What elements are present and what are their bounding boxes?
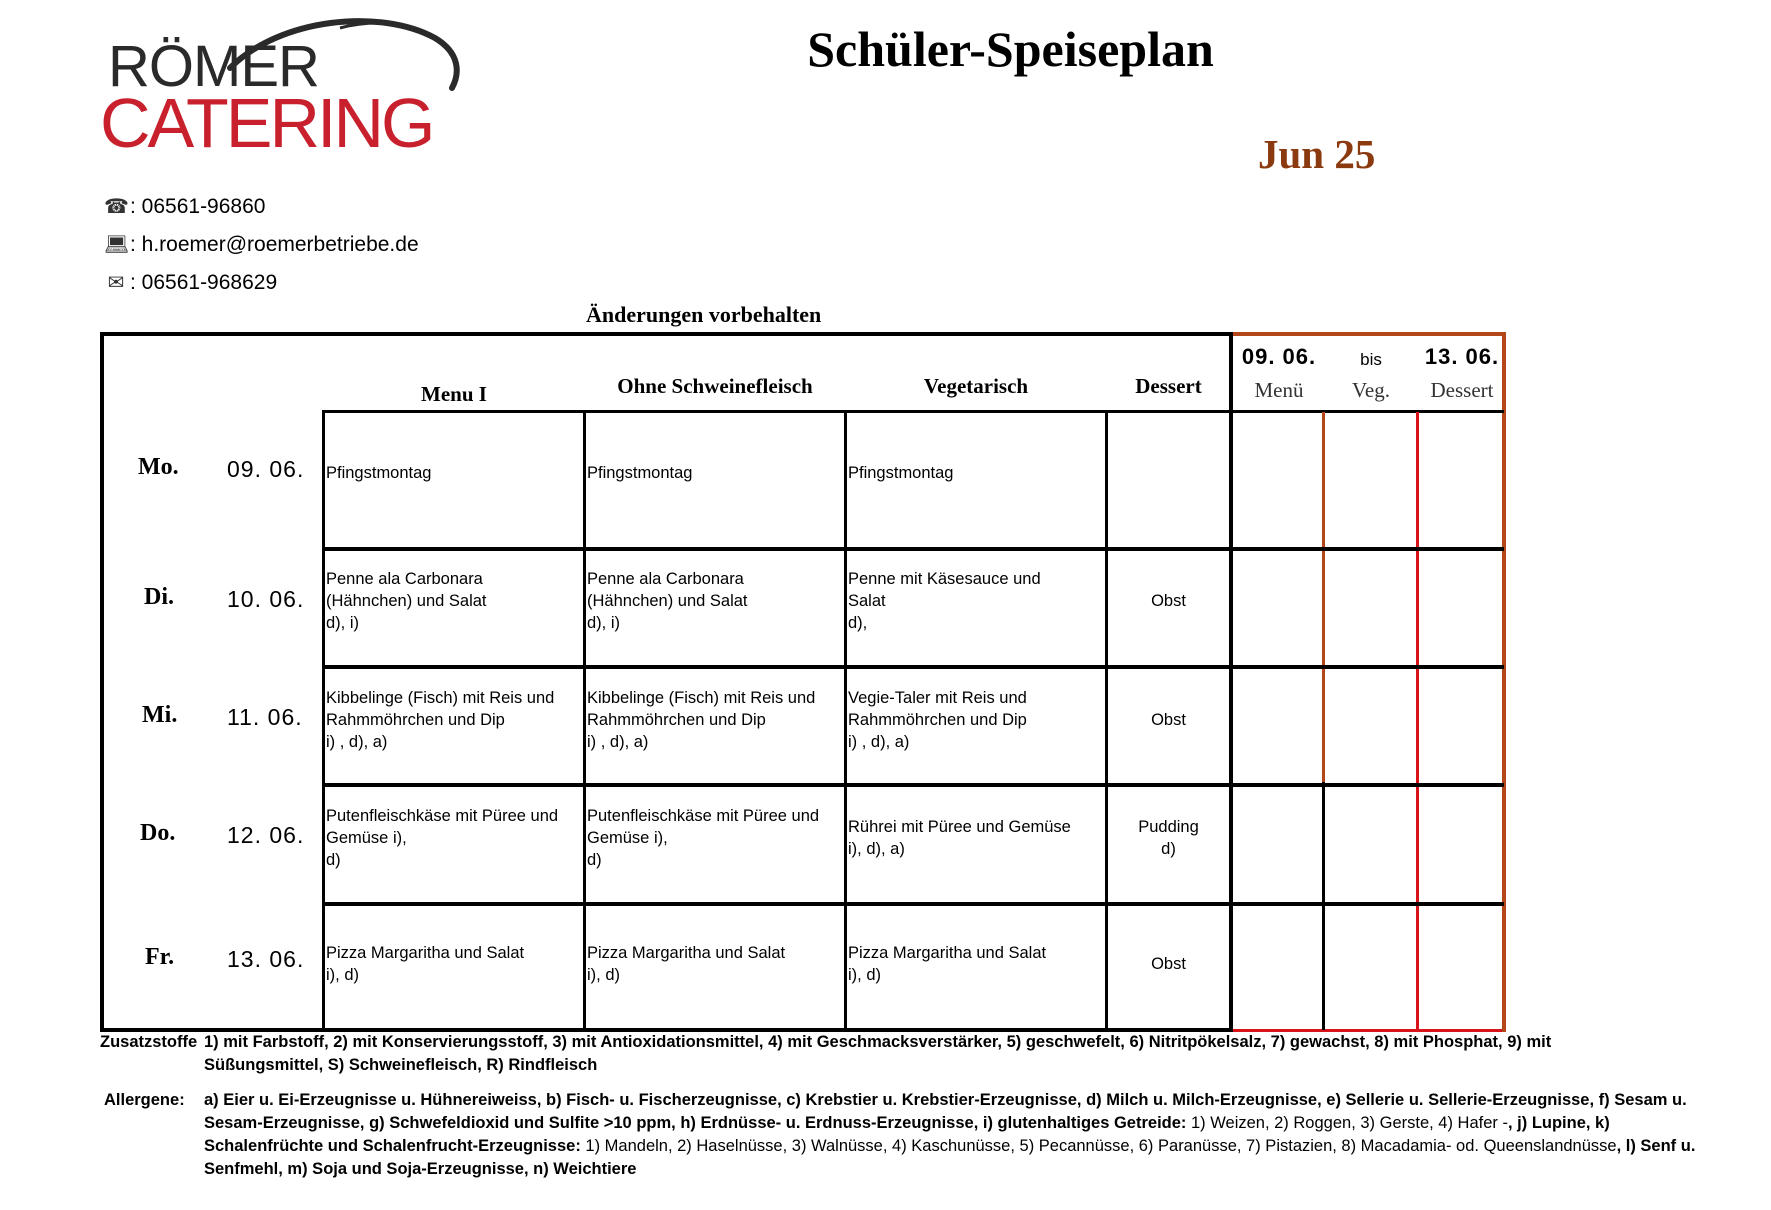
meal-menu1: Pizza Margaritha und Salat i), d) xyxy=(326,944,525,984)
range-to: 13. 06. xyxy=(1424,344,1500,369)
month-label: Jun 25 xyxy=(1258,131,1376,177)
meal-vegetarian: Pizza Margaritha und Salat i), d) xyxy=(848,944,1047,984)
email-address: : h.roemer@roemerbetriebe.de xyxy=(130,232,419,256)
computer-icon: 💻︎ xyxy=(104,234,130,256)
col-header-dessert: Dessert xyxy=(1135,374,1202,398)
meal-menu1: Kibbelinge (Fisch) mit Reis und Rahmmöhrchen und Dip i) , d), a) xyxy=(326,689,555,751)
meal-dessert: Pudding d) xyxy=(1138,818,1199,858)
day-name: Mo. xyxy=(138,454,179,480)
changes-notice: Änderungen vorbehalten xyxy=(586,302,822,327)
day-name: Di. xyxy=(144,584,174,610)
meal-no-pork: Pizza Margaritha und Salat i), d) xyxy=(587,944,786,984)
meal-no-pork: Kibbelinge (Fisch) mit Reis und Rahmmöhrchen und Dip i) , d), a) xyxy=(587,689,816,751)
meal-vegetarian: Vegie-Taler mit Reis und Rahmmöhrchen und Dip i) , d), a) xyxy=(848,689,1027,751)
meal-no-pork: Penne ala Carbonara (Hähnchen) und Salat d), i) xyxy=(587,570,748,632)
meal-dessert: Obst xyxy=(1151,592,1186,610)
day-date: 11. 06. xyxy=(227,704,303,730)
fax-number: : 06561-968629 xyxy=(130,270,278,294)
meal-dessert: Obst xyxy=(1151,955,1186,973)
meal-dessert: Obst xyxy=(1151,711,1186,729)
meal-vegetarian: Penne mit Käsesauce und Salat d), xyxy=(848,570,1041,632)
meal-menu1: Pfingstmontag xyxy=(326,464,432,482)
range-from: 09. 06. xyxy=(1241,344,1317,369)
allergens-label: Allergene: xyxy=(104,1091,185,1109)
day-date: 13. 06. xyxy=(227,946,305,972)
meal-menu1: Penne ala Carbonara (Hähnchen) und Salat d), i) xyxy=(326,570,487,632)
contact-email xyxy=(104,232,419,257)
contact-phone xyxy=(104,194,265,219)
logo-text-romer: RÖMER xyxy=(108,34,319,99)
col-header-vegetarian: Vegetarisch xyxy=(923,374,1029,398)
order-col-veg: Veg. xyxy=(1352,378,1390,402)
envelope-icon: ✉ xyxy=(107,272,125,294)
additives-label: Zusatzstoffe xyxy=(100,1033,198,1051)
page-title: Schüler-Speiseplan xyxy=(807,21,1214,77)
logo-text-catering: CATERING xyxy=(100,84,433,162)
order-col-menu: Menü xyxy=(1254,378,1304,402)
contact-fax xyxy=(104,270,277,295)
day-date: 09. 06. xyxy=(227,456,305,482)
day-name: Do. xyxy=(140,820,176,846)
phone-number: : 06561-96860 xyxy=(130,194,266,218)
meal-no-pork: Putenfleischkäse mit Püree und Gemüse i), d) xyxy=(587,807,820,869)
allergens-text: a) Eier u. Ei-Erzeugnisse u. Hühnereiweiss, b) Fisch- u. Fischerzeugnisse, c) Krebstier u. Krebstier-Erzeugnisse, d) Milch u. Milch-Erzeugnisse, e) Sellerie u. Sellerie-Erzeugnisse, f) Sesam u. Sesam-Erzeugnisse, g) Schwefeldioxid und Sulfite >10 ppm, h) Erdnüsse- u. Erdnuss-Erzeugnisse, i) glutenhaltiges Getreide: 1) Weizen, 2) Roggen, 3) Gerste, 4) Hafer -, j) Lupine, k) Schalenfrüchte und Schalenfrucht-Erzeugnisse: 1) Mandeln, 2) Haselnüsse, 3) Walnüsse, 4) Kaschunüsse, 5) Pecannüsse, 6) Paranüsse, 7) Pistazien, 8) Macadamia- od. Queenslandnüsse, l) Senf u. Senfmehl, m) Soja und Soja-Erzeugnisse, n) Weichtiere xyxy=(204,1091,1696,1178)
day-date: 10. 06. xyxy=(227,586,305,612)
col-header-no-pork: Ohne Schweinefleisch xyxy=(617,374,813,398)
col-header-menu1: Menu I xyxy=(421,382,487,406)
additives-text: 1) mit Farbstoff, 2) mit Konservierungsstoff, 3) mit Antioxidationsmittel, 4) mit Geschmacksverstärker, 5) geschwefelt, 6) Nitritpökelsalz, 7) gewachst, 8) mit Phosphat, 9) mit Süßungsmittel, S) Schweinefleisch, R) Rindfleisch xyxy=(204,1033,1552,1074)
meal-no-pork: Pfingstmontag xyxy=(587,464,693,482)
menu-table xyxy=(100,332,1506,1032)
order-col-dessert: Dessert xyxy=(1430,378,1494,402)
range-bis: bis xyxy=(1360,350,1382,369)
meal-menu1: Putenfleischkäse mit Püree und Gemüse i), d) xyxy=(326,807,559,869)
phone-icon: ☎ xyxy=(104,196,129,218)
day-name: Fr. xyxy=(145,944,175,970)
day-name: Mi. xyxy=(142,702,178,728)
meal-vegetarian: Pfingstmontag xyxy=(848,464,954,482)
meal-vegetarian: Rührei mit Püree und Gemüse i), d), a) xyxy=(848,818,1071,858)
day-date: 12. 06. xyxy=(227,822,305,848)
